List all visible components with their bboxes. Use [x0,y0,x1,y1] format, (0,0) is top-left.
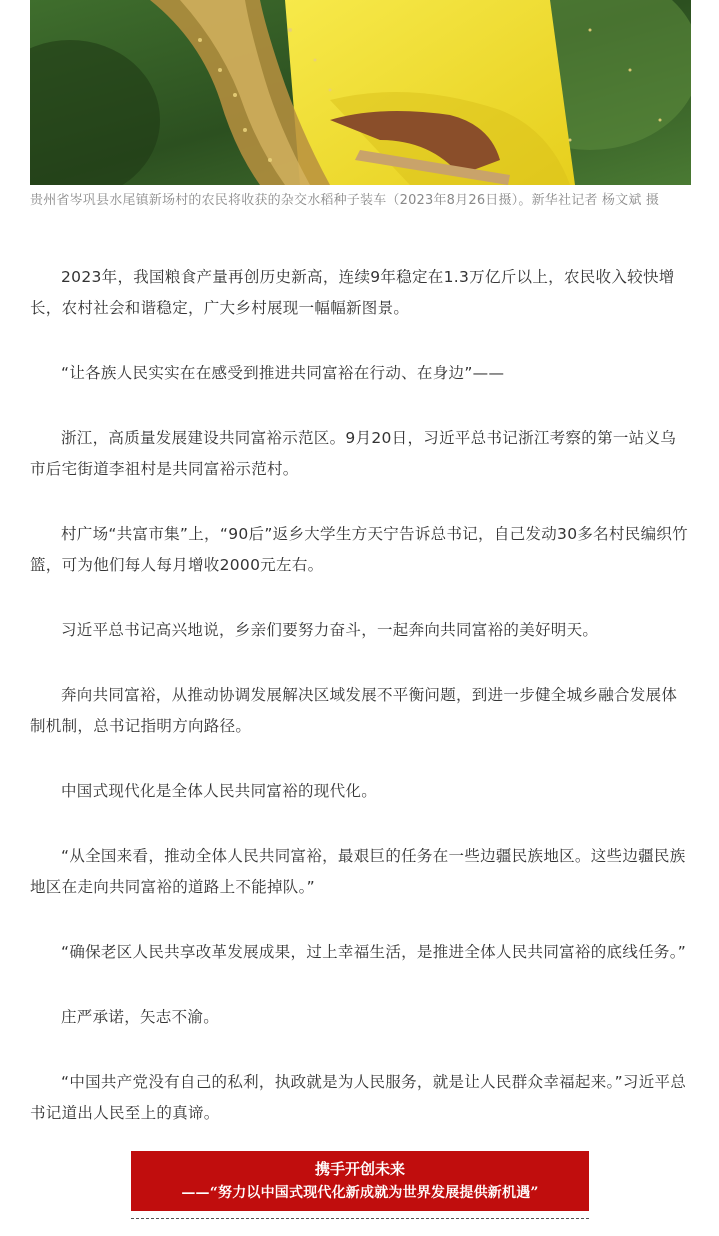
paragraph-6: 奔向共同富裕，从推动协调发展解决区域发展不平衡问题，到进一步健全城乡融合发展体制机制，总书记指明方向路径。 [30,686,678,735]
photo-illustration [30,0,691,185]
photo-caption: 贵州省岑巩县水尾镇新场村的农民将收获的杂交水稻种子装车（2023年8月26日摄）。新华社记者 杨文斌 摄 [30,193,660,208]
paragraph-10: 庄严承诺，矢志不渝。 [61,1008,220,1026]
paragraph-8: “从全国来看，推动全体人民共同富裕，最艰巨的任务在一些边疆民族地区。这些边疆民族地区在走向共同富裕的道路上不能掉队。” [30,847,686,896]
article-body [30,262,691,1163]
paragraph-7: 中国式现代化是全体人民共同富裕的现代化。 [61,782,378,800]
banner-divider [131,1218,589,1219]
banner-subtitle: ——“努力以中国式现代化新成就为世界发展提供新机遇” [181,1185,539,1201]
paragraph-9: “确保老区人民共享改革发展成果，过上幸福生活，是推进全体人民共同富裕的底线任务。” [61,943,687,961]
paragraph-5: 习近平总书记高兴地说，乡亲们要努力奋斗，一起奔向共同富裕的美好明天。 [61,621,599,639]
paragraph-2: “让各族人民实实在在感受到推进共同富裕在行动、在身边”—— [61,364,505,382]
paragraph-1: 2023年，我国粮食产量再创历史新高，连续9年稳定在1.3万亿斤以上，农民收入较快增长，农村社会和谐稳定，广大乡村展现一幅幅新图景。 [30,268,675,317]
series-banner[interactable] [131,1151,589,1211]
harvest-photo [30,0,691,185]
banner-title: 携手开创未来 [314,1160,405,1178]
paragraph-3: 浙江，高质量发展建设共同富裕示范区。9月20日，习近平总书记浙江考察的第一站义乌市后宅街道李祖村是共同富裕示范村。 [30,429,677,478]
paragraph-4: 村广场“共富市集”上，“90后”返乡大学生方天宁告诉总书记，自己发动30多名村民编织竹篮，可为他们每人每月增收2000元左右。 [30,525,688,574]
paragraph-11: “中国共产党没有自己的私利，执政就是为人民服务，就是让人民群众幸福起来。”习近平总书记道出人民至上的真谛。 [30,1073,687,1122]
